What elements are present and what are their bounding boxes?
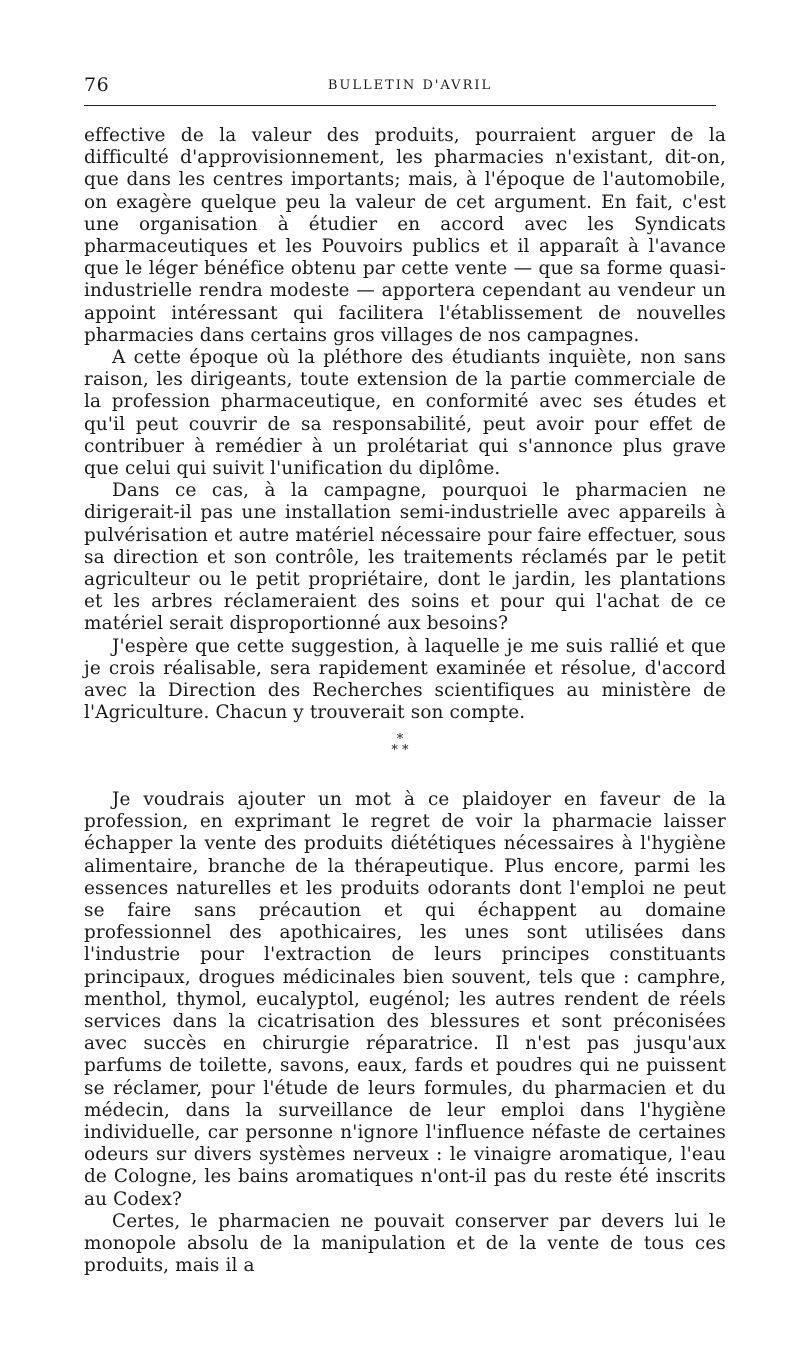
- page-number: 76: [84, 74, 110, 96]
- running-head: [84, 74, 716, 102]
- paragraph: A cette époque où la pléthore des étudiants inquiète, non sans raison, les dirigeants, toute extension de la partie commerciale de la profession pharmaceutique, en conformité avec ses études et qu'il peut couvrir de sa responsabilité, peut avoir pour effet de contribuer à remédier à un prolétariat qui s'annonce plus grave que celui qui suivit l'unification du diplôme.: [84, 347, 726, 480]
- paragraph-continued: effective de la valeur des produits, pourraient arguer de la difficulté d'approvisionnement, les pharmacies n'existant, dit-on, que dans les centres importants; mais, à l'époque de l'automobile, on exagère quelque peu la valeur de cet argument. En fait, c'est une organisation à étudier en accord avec les Syndicats pharmaceutiques et les Pouvoirs publics et il apparaît à l'avance que le léger bénéfice obtenu par cette vente — que sa forme quasi-industrielle rendra modeste — apportera cependant au vendeur un appoint intéressant qui facilitera l'établissement de nouvelles pharmacies dans certains gros villages de nos campagnes.: [84, 125, 726, 346]
- paragraph: J'espère que cette suggestion, à laquelle je me suis rallié et que je crois réalisable, sera rapidement examinée et résolue, d'accord avec la Direction des Recherches scientifiques au ministère de l'Agriculture. Chacun y trouverait son compte.: [84, 635, 726, 724]
- separator-bottom-asterisks: * *: [391, 743, 409, 758]
- running-title: BULLETIN D'AVRIL: [327, 78, 493, 93]
- separator-top-asterisk: *: [396, 732, 404, 747]
- paragraph: Dans ce cas, à la campagne, pourquoi le pharmacien ne dirigerait-il pas une installation semi-industrielle avec appareils à pulvérisation et autre matériel nécessaire pour faire effectuer, sous sa direction et son contrôle, les traitements réclamés par le petit agriculteur ou le petit propriétaire, dont le jardin, les plantations et les arbres réclameraient des soins et pour qui l'achat de ce matériel serait disproportionné aux besoins?: [84, 480, 726, 635]
- header-rule: [84, 105, 716, 106]
- paragraph: Je voudrais ajouter un mot à ce plaidoyer en faveur de la profession, en exprimant le regret de voir la pharmacie laisser échapper la vente des produits diététiques nécessaires à l'hygiène alimentaire, branche de la thérapeutique. Plus encore, parmi les essences naturelles et les produits odorants dont l'emploi ne peut se faire sans précaution et qui échappent au domaine professionnel des apothicaires, les unes sont utilisées dans l'industrie pour l'extraction de leurs principes constituants principaux, drogues médicinales bien souvent, tels que : camphre, menthol, thymol, eucalyptol, eugénol; les autres rendent de réels services dans la cicatrisation des blessures et sont préconisées avec succès en chirurgie réparatrice. Il n'est pas jusqu'aux parfums de toilette, savons, eaux, fards et poudres qui ne puissent se réclamer, pour l'étude de leurs formules, du pharmacien et du médecin, dans la surveillance de leur emploi dans l'hygiène individuelle, car personne n'ignore l'influence néfaste de certaines odeurs sur divers systèmes nerveux : le vinaigre aromatique, l'eau de Cologne, les bains aromatiques n'ont-il pas du reste été inscrits au Codex?: [84, 789, 726, 1210]
- section-separator: [380, 734, 420, 764]
- paragraph: Certes, le pharmacien ne pouvait conserver par devers lui le monopole absolu de la manipulation et de la vente de tous ces produits, mais il a: [84, 1210, 726, 1277]
- text-block-lower: [84, 789, 726, 1277]
- text-block-upper: [84, 125, 726, 724]
